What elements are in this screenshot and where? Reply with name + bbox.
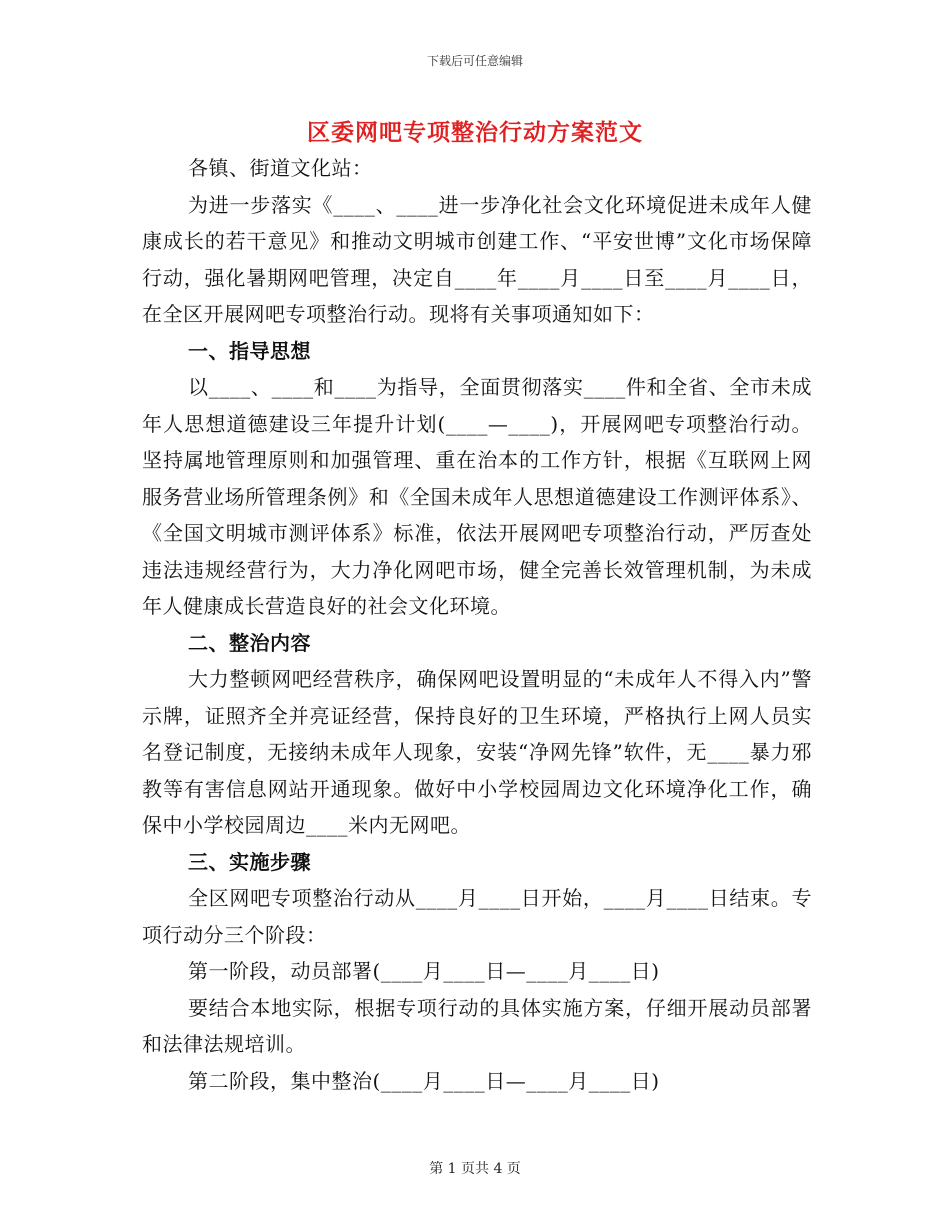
phase-two-line: 第二阶段，集中整治(____月____日—____月____日) (188, 1068, 660, 1093)
section-heading-implementation-steps: 三、实施步骤 (188, 849, 311, 874)
guiding-ideology-paragraph: 以____、____和____为指导，全面贯彻落实____件和全省、全市未成年人思想道德建设三年提升计划(____—____)，开展网吧专项整治行动。坚持属地管理原则和加强管理、重在治本的工作方针，根据《互联网上网服务营业场所管理条例》和《全国未成年人思想道德建设工作测评体系》、《全国文明城市测评体系》标准，依法开展网吧专项整治行动，严厉查处违法违规经营行为，大力净化网吧市场，健全完善长效管理机制，为未成年人健康成长营造良好的社会文化环境。 (142, 375, 812, 618)
section-heading-rectification-content: 二、整治内容 (188, 630, 311, 655)
document-body (142, 150, 812, 1099)
page-header-note: 下载后可任意编辑 (426, 54, 523, 68)
salutation: 各镇、街道文化站： (188, 156, 373, 180)
page-footer-number: 第 1 页共 4 页 (429, 1161, 521, 1177)
document-title: 区委网吧专项整治行动方案范文 (307, 119, 643, 146)
phase-one-line: 第一阶段，动员部署(____月____日—____月____日) (188, 959, 660, 983)
intro-paragraph: 为进一步落实《____、____进一步净化社会文化环境促进未成年人健康成长的若干意见》和推动文明城市创建工作、“平安世博”文化市场保障行动，强化暑期网吧管理，决定自____年____月____日至____月____日，在全区开展网吧专项整治行动。现将有关事项通知如下： (142, 192, 812, 326)
phase-one-paragraph: 要结合本地实际，根据专项行动的具体实施方案，仔细开展动员部署和法律法规培训。 (142, 995, 812, 1056)
implementation-steps-paragraph: 全区网吧专项整治行动从____月____日开始，____月____日结束。专项行动分三个阶段： (142, 886, 812, 947)
section-heading-guiding-ideology: 一、指导思想 (188, 338, 311, 363)
rectification-content-paragraph: 大力整顿网吧经营秩序，确保网吧设置明显的“未成年人不得入内”警示牌，证照齐全并亮证经营，保持良好的卫生环境，严格执行上网人员实名登记制度，无接纳未成年人现象，安装“净网先锋”软件，无____暴力邪教等有害信息网站开通现象。做好中小学校园周边文化环境净化工作，确保中小学校园周边____米内无网吧。 (142, 667, 812, 837)
